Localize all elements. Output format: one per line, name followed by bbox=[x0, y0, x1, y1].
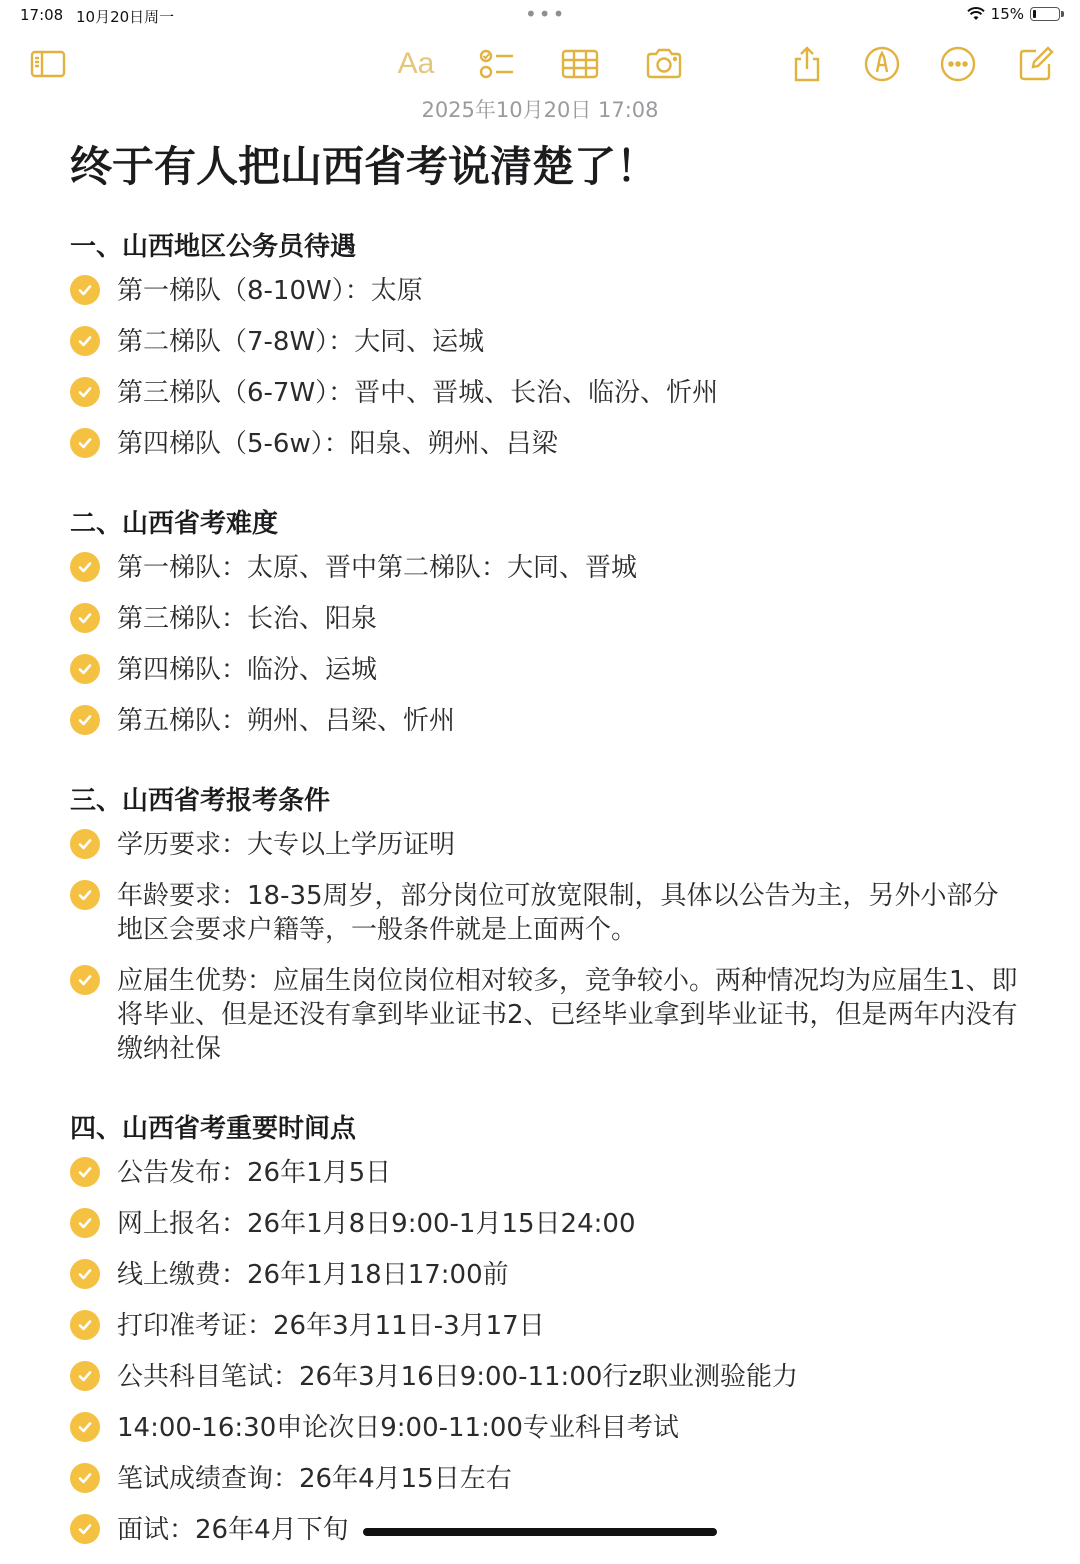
checklist-item-text: 第五梯队：朔州、吕梁、忻州 bbox=[117, 706, 456, 736]
checkmark-circle-icon[interactable] bbox=[70, 1514, 100, 1544]
note-body[interactable] bbox=[70, 232, 1020, 1564]
compose-icon bbox=[1017, 45, 1055, 83]
checklist-item-text: 公告发布：26年1月5日 bbox=[117, 1158, 392, 1188]
more-options-button[interactable] bbox=[934, 40, 982, 88]
checklist-item bbox=[70, 551, 1020, 585]
checklist-item-text: 应届生优势：应届生岗位岗位相对较多，竞争较小。两种情况均为应届生1、即将毕业、但是还没有拿到毕业证书2、已经毕业拿到毕业证书，但是两年内没有缴纳社保 bbox=[117, 966, 1018, 1064]
note-date: 2025年10月20日 17:08 bbox=[421, 98, 659, 122]
checklist-item-text: 第一梯队（8-10W）：太原 bbox=[117, 276, 423, 306]
checklist-item bbox=[70, 653, 1020, 687]
sidebar-toggle-button[interactable] bbox=[24, 40, 72, 88]
battery-percent: 15% bbox=[990, 5, 1024, 23]
checklist-item-text: 网上报名：26年1月8日9:00-1月15日24:00 bbox=[117, 1209, 636, 1239]
checklist-item bbox=[70, 325, 1020, 359]
home-indicator[interactable] bbox=[363, 1528, 717, 1536]
table-button[interactable] bbox=[556, 40, 604, 88]
checkmark-circle-icon[interactable] bbox=[70, 1259, 100, 1289]
checkmark-circle-icon[interactable] bbox=[70, 965, 100, 995]
camera-icon bbox=[645, 45, 683, 83]
checklist-item-text: 面试：26年4月下旬 bbox=[117, 1515, 349, 1545]
checklist-item bbox=[70, 1411, 1020, 1445]
section-heading: 三、山西省考报考条件 bbox=[70, 786, 331, 816]
checklist-item-text: 第二梯队（7-8W）：大同、运城 bbox=[117, 327, 485, 357]
checklist-item-text: 年龄要求：18-35周岁，部分岗位可放宽限制，具体以公告为主，另外小部分地区会要求户籍等，一般条件就是上面两个。 bbox=[117, 881, 999, 945]
share-icon bbox=[788, 45, 826, 83]
checklist-item bbox=[70, 879, 1020, 947]
share-button[interactable] bbox=[783, 40, 831, 88]
more-icon bbox=[939, 45, 977, 83]
checkmark-circle-icon[interactable] bbox=[70, 829, 100, 859]
battery-icon bbox=[1030, 7, 1060, 21]
checklist-item-text: 第四梯队：临汾、运城 bbox=[117, 655, 378, 685]
table-icon bbox=[561, 45, 599, 83]
note-section bbox=[70, 1114, 1020, 1547]
sidebar-icon bbox=[29, 45, 67, 83]
note-section bbox=[70, 509, 1020, 738]
markup-button[interactable] bbox=[858, 40, 906, 88]
checklist-item bbox=[70, 602, 1020, 636]
checklist-item-text: 第三梯队：长治、阳泉 bbox=[117, 604, 378, 634]
checkmark-circle-icon[interactable] bbox=[70, 377, 100, 407]
status-time: 17:08 bbox=[20, 6, 64, 24]
checkmark-circle-icon[interactable] bbox=[70, 326, 100, 356]
checklist-item bbox=[70, 1207, 1020, 1241]
checklist-item-text: 打印准考证：26年3月11日-3月17日 bbox=[117, 1311, 545, 1341]
status-bar bbox=[0, 0, 1080, 32]
status-date: 10月20日周一 bbox=[76, 8, 175, 26]
format-button[interactable] bbox=[392, 40, 440, 88]
checkmark-circle-icon[interactable] bbox=[70, 603, 100, 633]
format-text-icon: Aa bbox=[397, 47, 435, 80]
checklist-item bbox=[70, 828, 1020, 862]
checklist-button[interactable] bbox=[473, 40, 521, 88]
checklist-item bbox=[70, 1462, 1020, 1496]
note-title[interactable]: 终于有人把山西省考说清楚了！ bbox=[70, 142, 659, 191]
checklist-item bbox=[70, 1309, 1020, 1343]
checklist-icon bbox=[478, 45, 516, 83]
note-section bbox=[70, 786, 1020, 1066]
checklist-item bbox=[70, 704, 1020, 738]
checkmark-circle-icon[interactable] bbox=[70, 1208, 100, 1238]
checkmark-circle-icon[interactable] bbox=[70, 880, 100, 910]
checklist-item-text: 第三梯队（6-7W）：晋中、晋城、长治、临汾、忻州 bbox=[117, 378, 719, 408]
battery-level bbox=[1033, 10, 1036, 18]
checkmark-circle-icon[interactable] bbox=[70, 1412, 100, 1442]
checkmark-circle-icon[interactable] bbox=[70, 275, 100, 305]
checklist-item-text: 学历要求：大专以上学历证明 bbox=[117, 830, 456, 860]
checklist-item-text: 第一梯队：太原、晋中第二梯队：大同、晋城 bbox=[117, 553, 638, 583]
wifi-icon bbox=[967, 7, 985, 21]
checkmark-circle-icon[interactable] bbox=[70, 1310, 100, 1340]
checkmark-circle-icon[interactable] bbox=[70, 1463, 100, 1493]
checklist-item bbox=[70, 964, 1020, 1066]
checklist-item bbox=[70, 1156, 1020, 1190]
status-right bbox=[967, 5, 1060, 23]
checkmark-circle-icon[interactable] bbox=[70, 552, 100, 582]
section-heading: 一、山西地区公务员待遇 bbox=[70, 232, 357, 262]
checklist-item bbox=[70, 376, 1020, 410]
checklist-item bbox=[70, 274, 1020, 308]
camera-button[interactable] bbox=[640, 40, 688, 88]
checklist-item bbox=[70, 1360, 1020, 1394]
checkmark-circle-icon[interactable] bbox=[70, 654, 100, 684]
markup-icon bbox=[863, 45, 901, 83]
checkmark-circle-icon[interactable] bbox=[70, 1157, 100, 1187]
note-section bbox=[70, 232, 1020, 461]
multitasking-dots-icon[interactable]: ••• bbox=[525, 2, 567, 26]
checklist-item-text: 14:00-16:30申论次日9:00-11:00专业科目考试 bbox=[117, 1413, 679, 1443]
compose-button[interactable] bbox=[1012, 40, 1060, 88]
checklist-item-text: 第四梯队（5-6w）：阳泉、朔州、吕梁 bbox=[117, 429, 558, 459]
section-heading: 二、山西省考难度 bbox=[70, 509, 279, 539]
checklist-item bbox=[70, 427, 1020, 461]
checklist-item-text: 线上缴费：26年1月18日17:00前 bbox=[117, 1260, 509, 1290]
checklist-item-text: 笔试成绩查询：26年4月15日左右 bbox=[117, 1464, 512, 1494]
checkmark-circle-icon[interactable] bbox=[70, 705, 100, 735]
checkmark-circle-icon[interactable] bbox=[70, 1361, 100, 1391]
checklist-item-text: 公共科目笔试：26年3月16日9:00-11:00行z职业测验能力 bbox=[117, 1362, 799, 1392]
checklist-item bbox=[70, 1258, 1020, 1292]
note-toolbar bbox=[0, 40, 1080, 88]
section-heading: 四、山西省考重要时间点 bbox=[70, 1114, 357, 1144]
checkmark-circle-icon[interactable] bbox=[70, 428, 100, 458]
